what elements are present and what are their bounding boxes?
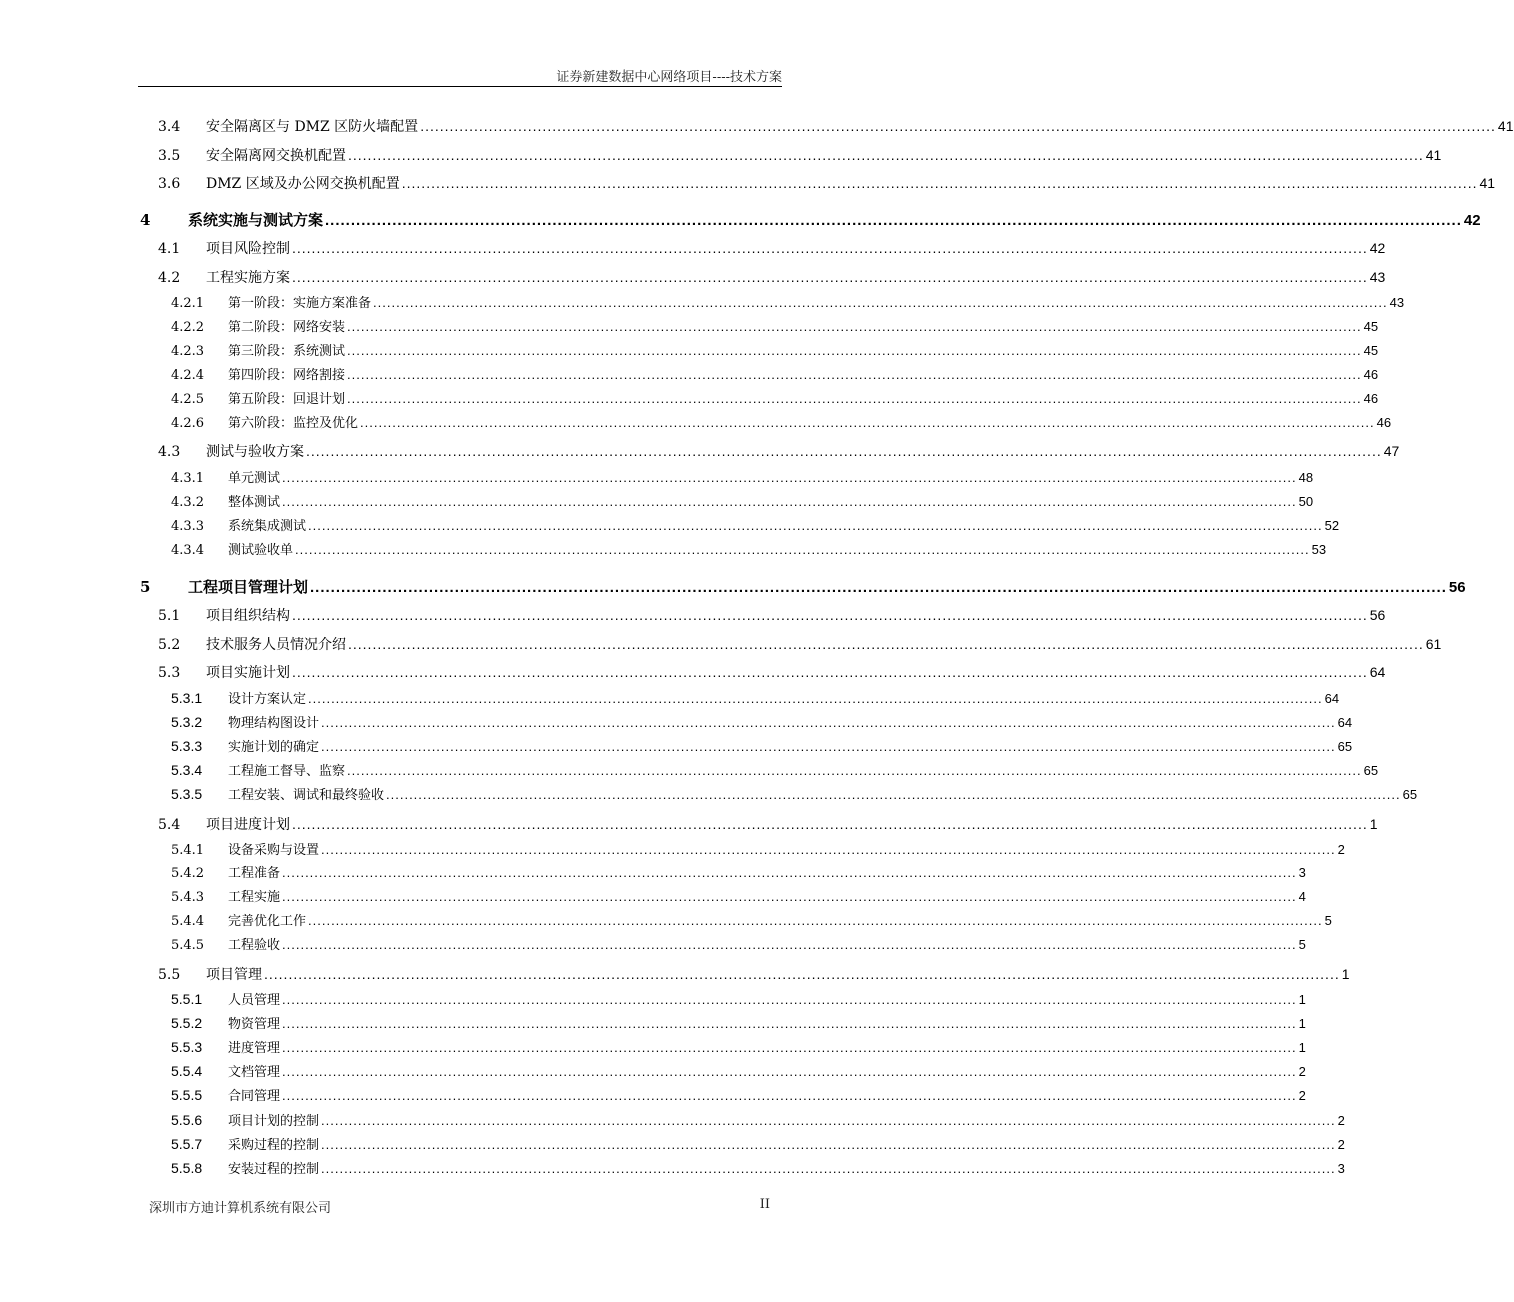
toc-entry-page: 41 <box>1497 118 1514 134</box>
toc-dot-leader: ............................................................................................................................................................................................................................ <box>292 269 1368 285</box>
toc-entry[interactable] <box>138 1110 1345 1129</box>
toc-entry-title: 工程准备 <box>228 866 281 881</box>
toc-entry[interactable] <box>138 539 1327 558</box>
toc-entry-number: 5.1 <box>158 608 181 624</box>
toc-entry-title: DMZ 区域及办公网交换机配置 <box>206 176 400 192</box>
toc-entry-number: 5.4.4 <box>171 914 205 929</box>
toc-entry[interactable] <box>138 515 1340 534</box>
toc-entry-title: 测试与验收方案 <box>206 444 304 460</box>
toc-entry-title: 项目组织结构 <box>206 608 290 624</box>
toc-entry[interactable] <box>138 605 1386 625</box>
toc-entry[interactable] <box>138 364 1379 383</box>
toc-entry-title: 系统实施与测试方案 <box>188 211 324 229</box>
toc-entry-page: 1 <box>1341 966 1350 982</box>
toc-entry-page: 64 <box>1337 715 1353 730</box>
toc-entry-number: 4.3.2 <box>171 495 205 510</box>
toc-entry-page: 1 <box>1298 1016 1306 1031</box>
toc-entry-title: 第二阶段：网络安装 <box>228 320 346 335</box>
toc-entry-page: 47 <box>1383 443 1400 459</box>
toc-entry[interactable] <box>138 316 1379 335</box>
toc-entry-number: 3.6 <box>158 176 181 192</box>
toc-entry-title: 物资管理 <box>228 1017 281 1032</box>
toc-entry-page: 2 <box>1337 1137 1345 1152</box>
toc-entry-number: 5.5.4 <box>171 1063 203 1079</box>
toc-entry-page: 46 <box>1363 391 1379 406</box>
header-rule <box>138 86 782 87</box>
toc-entry-title: 文档管理 <box>228 1065 281 1080</box>
toc-entry-page: 42 <box>1463 212 1481 229</box>
toc-dot-leader: ............................................................................................................................................................................................................................ <box>420 118 1496 134</box>
toc-entry-title: 工程项目管理计划 <box>188 578 309 596</box>
toc-entry-number: 5.3.2 <box>171 714 203 730</box>
toc-entry[interactable] <box>138 292 1405 311</box>
toc-entry-page: 53 <box>1311 542 1327 557</box>
toc-entry-page: 65 <box>1402 787 1418 802</box>
toc-dot-leader: ............................................................................................................................................................................................................................ <box>347 763 1362 778</box>
toc-entry-title: 进度管理 <box>228 1041 281 1056</box>
toc-dot-leader: ............................................................................................................................................................................................................................ <box>348 147 1424 163</box>
toc-dot-leader: ............................................................................................................................................................................................................................ <box>282 494 1297 509</box>
toc-entry-number: 4.3 <box>158 444 181 460</box>
toc-dot-leader: ............................................................................................................................................................................................................................ <box>295 542 1310 557</box>
toc-entry-title: 采购过程的控制 <box>228 1138 320 1153</box>
toc-entry-number: 5.5 <box>158 967 181 983</box>
toc-entry[interactable] <box>138 989 1306 1008</box>
toc-dot-leader: ............................................................................................................................................................................................................................ <box>292 607 1368 623</box>
toc-entry-title: 安装过程的控制 <box>228 1162 320 1177</box>
toc-entry-number: 4.2.1 <box>171 296 205 311</box>
toc-entry[interactable] <box>138 1013 1306 1032</box>
toc-entry-number: 4.2.5 <box>171 392 205 407</box>
toc-entry[interactable] <box>138 634 1442 654</box>
toc-entry-page: 45 <box>1363 343 1379 358</box>
toc-entry[interactable] <box>138 388 1379 407</box>
toc-entry-title: 设备采购与设置 <box>228 843 320 858</box>
toc-entry-number: 4.1 <box>158 241 181 257</box>
toc-entry-title: 整体测试 <box>228 495 281 510</box>
toc-entry-number: 4.3.1 <box>171 471 205 486</box>
toc-entry-number: 5.5.5 <box>171 1087 203 1103</box>
toc-entry-number: 5.5.2 <box>171 1015 203 1031</box>
toc-entry-number: 4.2.3 <box>171 344 205 359</box>
toc-entry[interactable] <box>138 491 1314 510</box>
toc-dot-leader: ............................................................................................................................................................................................................................ <box>401 175 1478 191</box>
toc-entry-title: 完善优化工作 <box>228 914 307 929</box>
toc-entry-page: 61 <box>1425 636 1442 652</box>
toc-entry[interactable] <box>138 1158 1345 1177</box>
toc-dot-leader: ............................................................................................................................................................................................................................ <box>321 1113 1336 1128</box>
toc-entry-number: 5.5.1 <box>171 991 203 1007</box>
toc-entry-page: 2 <box>1298 1064 1306 1079</box>
toc-entry-number: 5.3.1 <box>171 690 203 706</box>
toc-entry[interactable] <box>138 1134 1345 1153</box>
toc-dot-leader: ............................................................................................................................................................................................................................ <box>308 691 1323 706</box>
toc-entry-page: 52 <box>1324 518 1340 533</box>
toc-entry-number: 5.2 <box>158 637 181 653</box>
toc-entry-page: 50 <box>1298 494 1314 509</box>
toc-entry-title: 工程施工督导、监察 <box>228 764 346 779</box>
toc-entry-number: 4.2.4 <box>171 368 205 383</box>
toc-entry-number: 4.3.3 <box>171 519 205 534</box>
toc-dot-leader: ............................................................................................................................................................................................................................ <box>373 295 1388 310</box>
toc-entry[interactable] <box>138 238 1386 258</box>
toc-entry-number: 5 <box>140 578 151 596</box>
toc-entry[interactable] <box>138 412 1392 431</box>
toc-dot-leader: ............................................................................................................................................................................................................................ <box>282 1088 1297 1103</box>
toc-dot-leader: ............................................................................................................................................................................................................................ <box>347 391 1362 406</box>
toc-dot-leader: ............................................................................................................................................................................................................................ <box>264 966 1340 982</box>
toc-entry-title: 工程验收 <box>228 938 281 953</box>
toc-entry[interactable] <box>138 964 1350 984</box>
toc-entry-title: 单元测试 <box>228 471 281 486</box>
toc-entry-page: 56 <box>1448 579 1466 596</box>
toc-entry-title: 项目进度计划 <box>206 817 290 833</box>
toc-dot-leader: ............................................................................................................................................................................................................................ <box>282 865 1297 880</box>
toc-entry-number: 4.3.4 <box>171 543 205 558</box>
toc-dot-leader: ............................................................................................................................................................................................................................ <box>308 518 1323 533</box>
toc-entry-title: 合同管理 <box>228 1089 281 1104</box>
toc-dot-leader: ............................................................................................................................................................................................................................ <box>321 1137 1336 1152</box>
toc-dot-leader: ............................................................................................................................................................................................................................ <box>306 443 1382 459</box>
toc-entry[interactable] <box>138 688 1340 707</box>
toc-entry-page: 1 <box>1298 1040 1306 1055</box>
toc-entry[interactable] <box>138 467 1314 486</box>
footer-company: 深圳市方迪计算机系统有限公司 <box>149 1201 332 1216</box>
toc-entry[interactable] <box>138 145 1442 165</box>
toc-entry-title: 工程实施 <box>228 890 281 905</box>
toc-entry-number: 5.3.3 <box>171 738 203 754</box>
toc-entry-title: 项目计划的控制 <box>228 1114 320 1129</box>
toc-dot-leader: ............................................................................................................................................................................................................................ <box>347 319 1362 334</box>
toc-dot-leader: ............................................................................................................................................................................................................................ <box>282 889 1297 904</box>
toc-entry[interactable] <box>138 736 1353 755</box>
toc-dot-leader: ............................................................................................................................................................................................................................ <box>310 579 1447 596</box>
toc-dot-leader: ............................................................................................................................................................................................................................ <box>347 343 1362 358</box>
toc-dot-leader: ............................................................................................................................................................................................................................ <box>321 1161 1336 1176</box>
toc-dot-leader: ............................................................................................................................................................................................................................ <box>348 636 1424 652</box>
toc-dot-leader: ............................................................................................................................................................................................................................ <box>292 664 1368 680</box>
toc-entry-number: 5.5.8 <box>171 1160 203 1176</box>
toc-entry-title: 人员管理 <box>228 993 281 1008</box>
toc-dot-leader: ............................................................................................................................................................................................................................ <box>282 992 1297 1007</box>
toc-entry-page: 3 <box>1298 865 1306 880</box>
toc-entry-page: 41 <box>1479 175 1496 191</box>
toc-entry-page: 4 <box>1298 889 1306 904</box>
toc-entry-page: 2 <box>1337 842 1345 857</box>
toc-entry-title: 项目风险控制 <box>206 241 290 257</box>
toc-entry[interactable] <box>138 340 1379 359</box>
toc-dot-leader: ............................................................................................................................................................................................................................ <box>292 816 1368 832</box>
toc-entry-title: 安全隔离区与 DMZ 区防火墙配置 <box>206 119 419 135</box>
toc-entry-page: 5 <box>1298 937 1306 952</box>
toc-entry[interactable] <box>138 934 1306 953</box>
toc-entry[interactable] <box>138 441 1400 461</box>
toc-entry-title: 技术服务人员情况介绍 <box>206 637 346 653</box>
toc-entry-number: 4.2 <box>158 270 181 286</box>
toc-entry-page: 64 <box>1369 664 1386 680</box>
toc-entry-page: 41 <box>1425 147 1442 163</box>
toc-entry[interactable] <box>138 814 1378 834</box>
toc-entry-title: 第三阶段：系统测试 <box>228 344 346 359</box>
toc-entry-number: 3.5 <box>158 148 181 164</box>
toc-entry-number: 5.5.6 <box>171 1112 203 1128</box>
toc-entry-number: 5.3 <box>158 665 181 681</box>
toc-entry-title: 第四阶段：网络割接 <box>228 368 346 383</box>
toc-entry-title: 项目管理 <box>206 967 262 983</box>
toc-entry-title: 第一阶段：实施方案准备 <box>228 296 372 311</box>
toc-entry-title: 实施计划的确定 <box>228 740 320 755</box>
toc-entry-page: 43 <box>1389 295 1405 310</box>
toc-entry-number: 3.4 <box>158 119 181 135</box>
toc-entry-title: 测试验收单 <box>228 543 294 558</box>
toc-entry-number: 5.4.5 <box>171 938 205 953</box>
toc-entry-title: 系统集成测试 <box>228 519 307 534</box>
toc-entry-page: 42 <box>1369 240 1386 256</box>
toc-entry-number: 5.4.1 <box>171 843 205 858</box>
toc-entry-number: 4.2.2 <box>171 320 205 335</box>
toc-dot-leader: ............................................................................................................................................................................................................................ <box>308 913 1323 928</box>
toc-entry-page: 65 <box>1337 739 1353 754</box>
header-title: 证券新建数据中心网络项目----技术方案 <box>556 70 782 85</box>
toc-entry[interactable] <box>138 1037 1306 1056</box>
toc-entry[interactable] <box>138 886 1306 905</box>
toc-entry[interactable] <box>138 1085 1306 1104</box>
toc-entry-title: 第六阶段：监控及优化 <box>228 416 359 431</box>
toc-entry-page: 56 <box>1369 607 1386 623</box>
toc-entry-number: 4.2.6 <box>171 416 205 431</box>
toc-entry-page: 1 <box>1298 992 1306 1007</box>
toc-entry[interactable] <box>138 712 1353 731</box>
toc-entry[interactable] <box>138 662 1386 682</box>
toc-entry[interactable] <box>138 910 1332 929</box>
toc-entry-page: 43 <box>1369 269 1386 285</box>
toc-dot-leader: ............................................................................................................................................................................................................................ <box>282 1016 1297 1031</box>
toc-dot-leader: ............................................................................................................................................................................................................................ <box>386 787 1401 802</box>
toc-entry-page: 2 <box>1298 1088 1306 1103</box>
toc-entry-title: 安全隔离网交换机配置 <box>206 148 346 164</box>
footer-page-number: II <box>759 1197 770 1212</box>
toc-entry[interactable] <box>138 760 1379 779</box>
toc-dot-leader: ............................................................................................................................................................................................................................ <box>282 1040 1297 1055</box>
toc-entry[interactable] <box>138 862 1306 881</box>
toc-entry-number: 4 <box>140 211 151 229</box>
toc-entry-title: 物理结构图设计 <box>228 716 320 731</box>
toc-entry-number: 5.4 <box>158 817 181 833</box>
toc-entry-title: 设计方案认定 <box>228 692 307 707</box>
toc-entry-page: 64 <box>1324 691 1340 706</box>
toc-entry-number: 5.4.2 <box>171 866 205 881</box>
toc-entry[interactable] <box>138 267 1386 287</box>
toc-dot-leader: ............................................................................................................................................................................................................................ <box>347 367 1362 382</box>
toc-entry-page: 46 <box>1376 415 1392 430</box>
toc-entry-title: 第五阶段：回退计划 <box>228 392 346 407</box>
toc-dot-leader: ............................................................................................................................................................................................................................ <box>321 739 1336 754</box>
toc-entry-page: 45 <box>1363 319 1379 334</box>
toc-entry[interactable] <box>138 209 1481 230</box>
toc-entry-number: 5.3.5 <box>171 786 203 802</box>
toc-dot-leader: ............................................................................................................................................................................................................................ <box>282 1064 1297 1079</box>
toc-entry-title: 工程实施方案 <box>206 270 290 286</box>
toc-entry[interactable] <box>138 116 1514 136</box>
toc-entry[interactable] <box>138 173 1496 193</box>
toc-entry-page: 48 <box>1298 470 1314 485</box>
toc-dot-leader: ............................................................................................................................................................................................................................ <box>325 212 1462 229</box>
toc-dot-leader: ............................................................................................................................................................................................................................ <box>282 937 1297 952</box>
toc-dot-leader: ............................................................................................................................................................................................................................ <box>292 240 1368 256</box>
toc-entry[interactable] <box>138 576 1466 597</box>
toc-entry-title: 项目实施计划 <box>206 665 290 681</box>
toc-entry-number: 5.3.4 <box>171 762 203 778</box>
toc-dot-leader: ............................................................................................................................................................................................................................ <box>321 715 1336 730</box>
toc-dot-leader: ............................................................................................................................................................................................................................ <box>321 842 1336 857</box>
toc-entry-number: 5.4.3 <box>171 890 205 905</box>
toc-entry-page: 1 <box>1369 816 1378 832</box>
toc-entry-number: 5.5.3 <box>171 1039 203 1055</box>
toc-entry[interactable] <box>138 839 1345 858</box>
toc-dot-leader: ............................................................................................................................................................................................................................ <box>360 415 1375 430</box>
toc-entry-title: 工程安装、调试和最终验收 <box>228 788 385 803</box>
toc-entry[interactable] <box>138 784 1418 803</box>
toc-entry-page: 46 <box>1363 367 1379 382</box>
toc-entry-number: 5.5.7 <box>171 1136 203 1152</box>
toc-dot-leader: ............................................................................................................................................................................................................................ <box>282 470 1297 485</box>
toc-entry[interactable] <box>138 1061 1306 1080</box>
toc-entry-page: 3 <box>1337 1161 1345 1176</box>
toc-entry-page: 5 <box>1324 913 1332 928</box>
toc-entry-page: 65 <box>1363 763 1379 778</box>
page-header <box>138 66 782 86</box>
toc-entry-page: 2 <box>1337 1113 1345 1128</box>
